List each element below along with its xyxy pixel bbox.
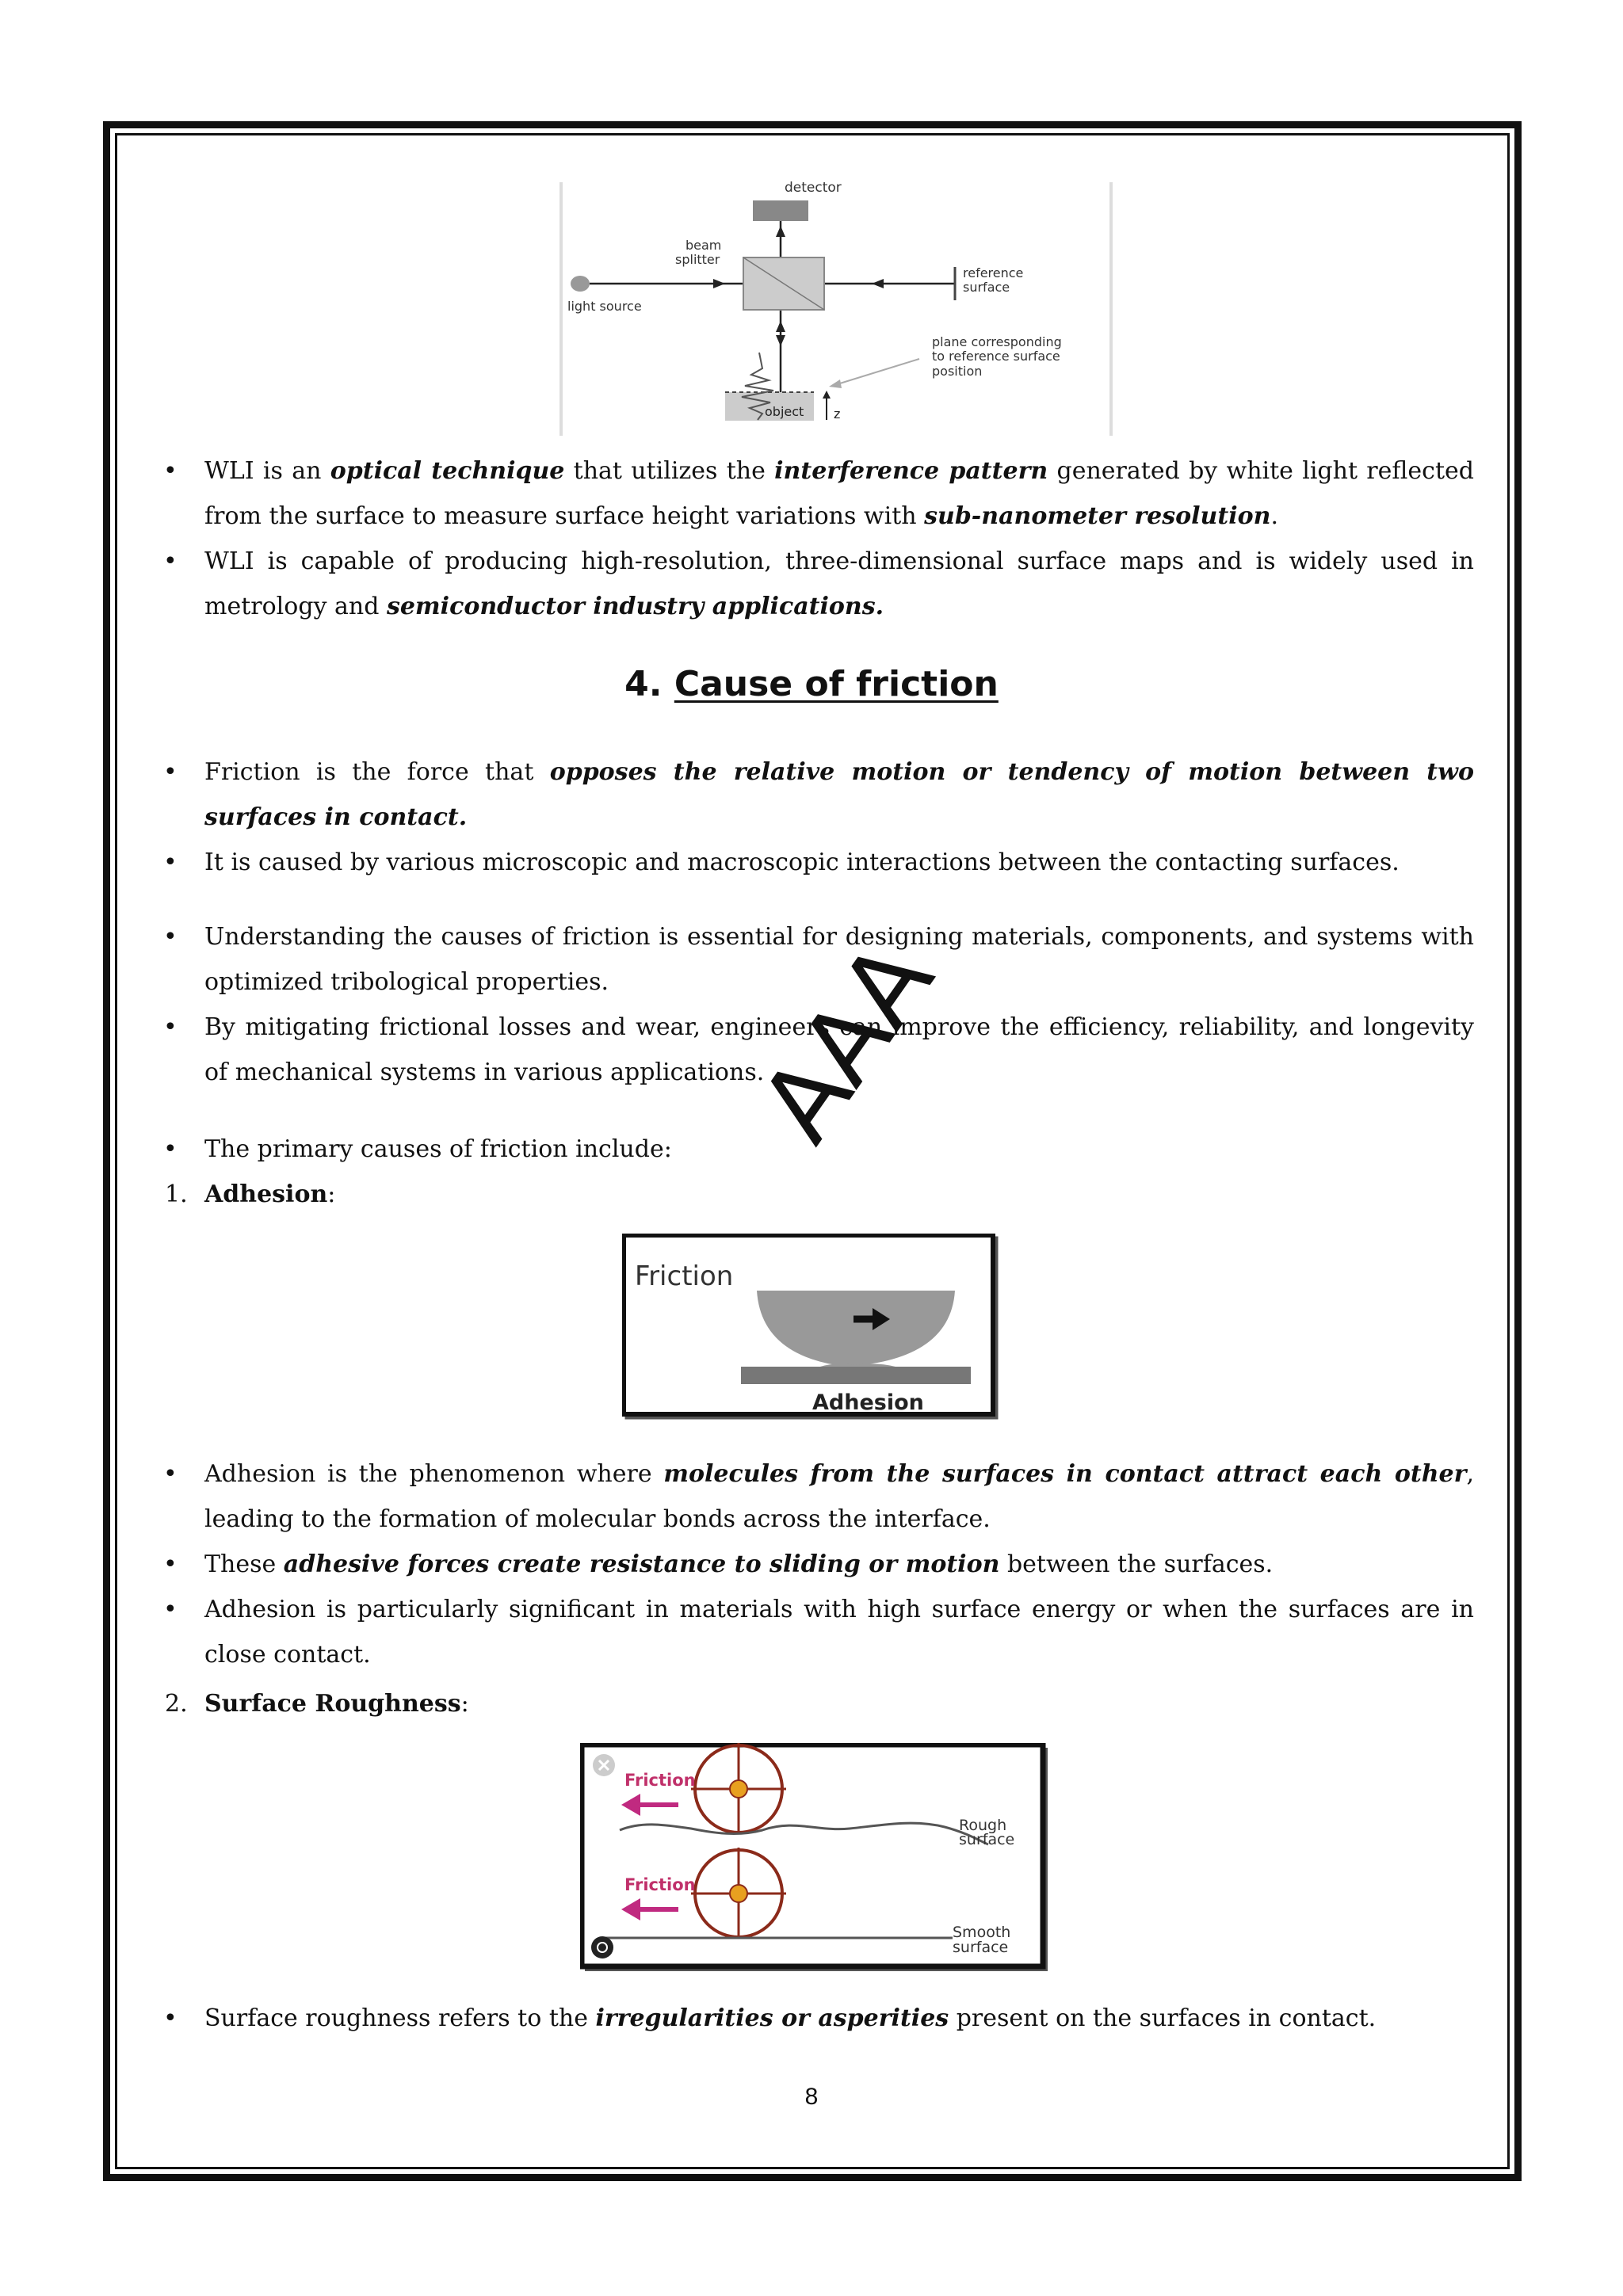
light-source-dot: [571, 276, 590, 292]
page-number: 8: [804, 2084, 819, 2110]
watermark: AAA: [737, 923, 955, 1163]
svg-text:position: position: [932, 364, 983, 379]
list-item: • The primary causes of friction include:: [158, 1127, 1474, 1172]
list-item: • Understanding the causes of friction is essential for designing materials, components, and systems with optimized tribological properties.: [158, 914, 1474, 1005]
svg-text:Smooth: Smooth: [953, 1924, 1011, 1941]
friction-bullets: [158, 749, 1474, 885]
adhesion-figure: [622, 1234, 1006, 1428]
svg-text:reference: reference: [963, 265, 1024, 280]
adhesion-bullets: [158, 1451, 1474, 1677]
svg-text:light source: light source: [567, 299, 642, 314]
label-detector: detector: [785, 180, 842, 196]
numbered-item-roughness: 2. Surface Roughness:: [165, 1690, 469, 1718]
list-item: • Adhesion is particularly significant in materials with high surface energy or when the surfaces are in close contact.: [158, 1587, 1474, 1677]
section-heading: 4. Cause of friction: [624, 664, 999, 704]
wli-diagram: [555, 178, 1117, 440]
adhesion-base: [741, 1367, 971, 1384]
svg-text:to reference surface: to reference surface: [932, 349, 1060, 364]
svg-text:Friction: Friction: [624, 1771, 696, 1790]
svg-text:Friction: Friction: [624, 1875, 696, 1894]
svg-text:Rough: Rough: [959, 1817, 1007, 1834]
roughness-bullets: [158, 1996, 1474, 2041]
svg-text:surface: surface: [959, 1831, 1015, 1848]
svg-text:beam: beam: [685, 238, 722, 253]
list-item: • WLI is an optical technique that utilizes the interference pattern generated by white light reflected from the surface to measure surface height variations with sub-nanometer resolution.: [158, 448, 1474, 539]
list-item: • Adhesion is the phenomenon where molecules from the surfaces in contact attract each other, leading to the formation of molecular bonds across the interface.: [158, 1451, 1474, 1542]
list-item: • By mitigating frictional losses and wear, engineers can improve the efficiency, reliability, and longevity of mechanical systems in various applications.: [158, 1005, 1474, 1095]
svg-text:splitter: splitter: [675, 252, 720, 267]
svg-text:Friction: Friction: [635, 1261, 734, 1292]
svg-text:surface: surface: [953, 1939, 1009, 1956]
surface-roughness-figure: [580, 1743, 1056, 1974]
list-item: • WLI is capable of producing high-resolution, three-dimensional surface maps and is widely used in metrology and semiconductor industry applications.: [158, 539, 1474, 629]
list-item: • It is caused by various microscopic and macroscopic interactions between the contacting surfaces.: [158, 840, 1474, 885]
list-item: • Surface roughness refers to the irregularities or asperities present on the surfaces in contact.: [158, 1996, 1474, 2041]
wli-bullets: [158, 448, 1474, 629]
svg-text:z: z: [834, 406, 841, 421]
svg-text:plane corresponding: plane corresponding: [932, 334, 1062, 349]
list-item: • These adhesive forces create resistance to sliding or motion between the surfaces.: [158, 1542, 1474, 1587]
svg-text:object: object: [765, 404, 804, 419]
numbered-item-adhesion: 1. Adhesion:: [165, 1180, 336, 1208]
lens-icon: [591, 1936, 613, 1958]
svg-text:surface: surface: [963, 280, 1010, 295]
list-item: • Friction is the force that opposes the relative motion or tendency of motion between two surfaces in contact.: [158, 749, 1474, 840]
detector-box: [753, 200, 808, 221]
svg-text:Adhesion: Adhesion: [812, 1390, 924, 1415]
